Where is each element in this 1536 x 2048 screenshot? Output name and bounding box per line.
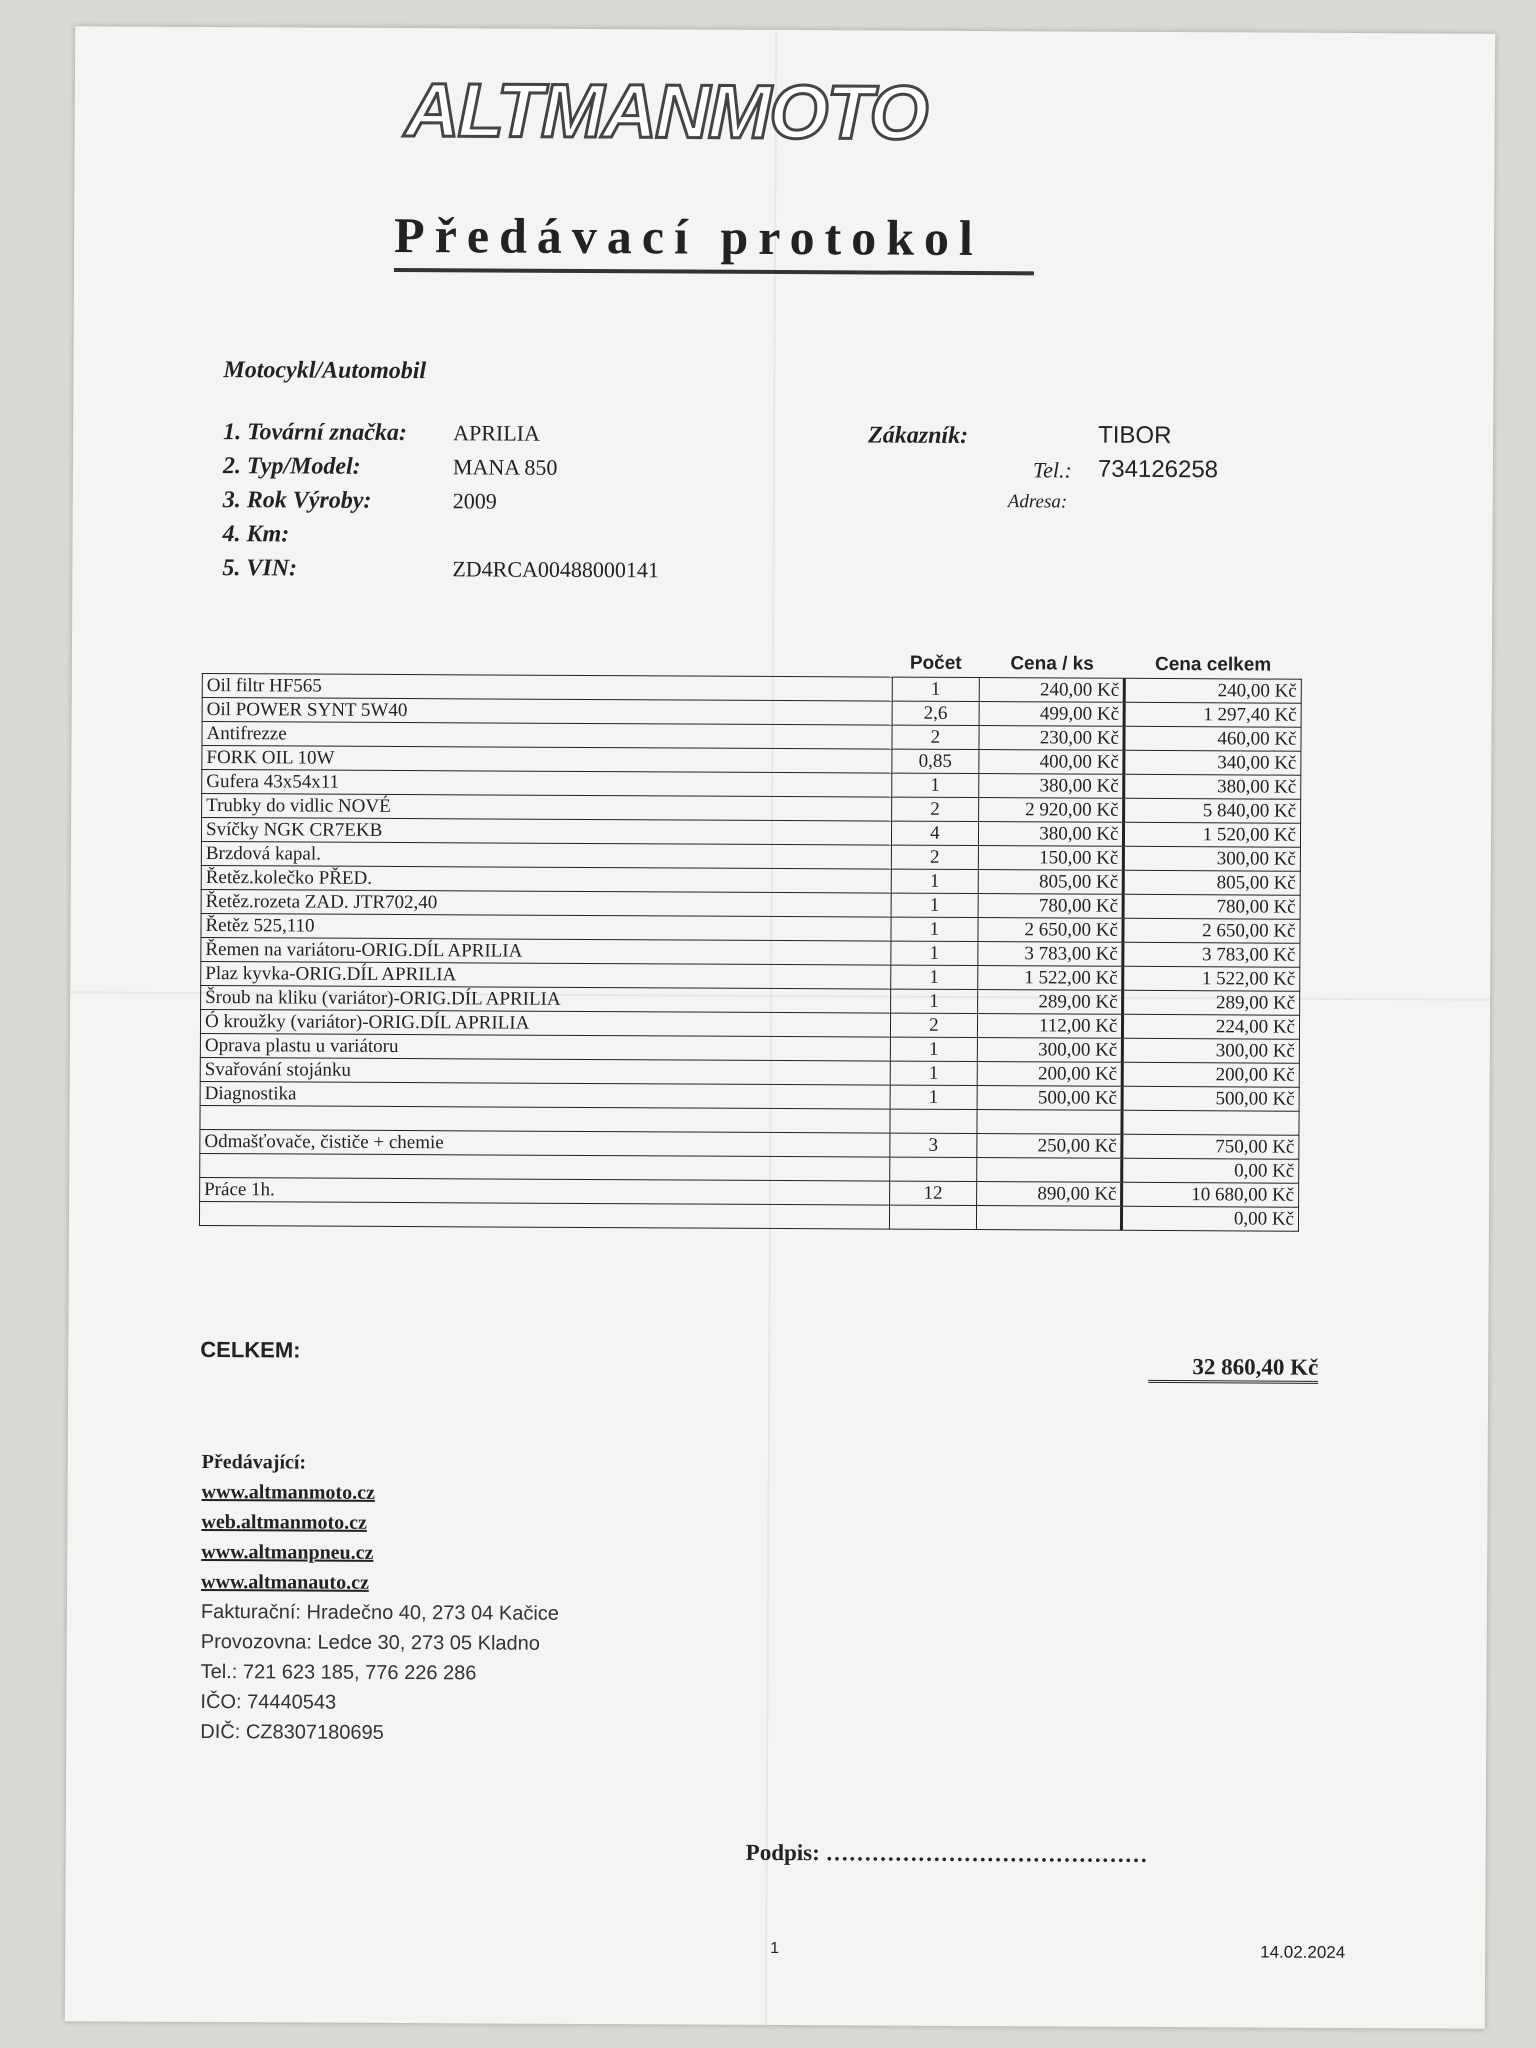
total-label: CELKEM: [200, 1336, 301, 1363]
item-qty-cell: 1 [890, 1061, 977, 1085]
ico-number: IČO: 74440543 [200, 1690, 337, 1714]
item-total-cell: 750,00 Kč [1122, 1134, 1299, 1159]
item-name-cell: Šroub na kliku (variátor)-ORIG.DÍL APRILIA [201, 985, 891, 1013]
header-qty: Počet [909, 652, 962, 674]
item-name-cell [200, 1153, 890, 1181]
header-total: Cena celkem [1154, 653, 1272, 676]
item-qty-cell: 2 [890, 1013, 977, 1037]
item-total-cell: 500,00 Kč [1122, 1086, 1299, 1111]
logo-text: ALTMANMOTO [404, 68, 927, 156]
document-title: Předávací protokol [394, 206, 1034, 275]
item-price-cell: 805,00 Kč [978, 870, 1124, 895]
item-name-cell: Odmašťovače, čističe + chemie [200, 1129, 890, 1157]
item-price-cell: 780,00 Kč [978, 894, 1124, 919]
item-price-cell: 499,00 Kč [979, 702, 1125, 727]
item-qty-cell: 1 [890, 1085, 977, 1109]
item-name-cell: Oil filtr HF565 [202, 673, 892, 701]
item-total-cell: 10 680,00 Kč [1122, 1182, 1299, 1207]
item-name-cell: Brzdová kapal. [201, 841, 891, 869]
table-row [199, 1201, 1298, 1231]
item-qty-cell: 1 [891, 941, 978, 965]
item-name-cell: Trubky do vidlic NOVÉ [202, 793, 892, 821]
tel-label: Tel.: [1032, 457, 1072, 483]
item-qty-cell: 1 [890, 965, 977, 989]
item-price-cell: 300,00 Kč [977, 1038, 1123, 1063]
item-name-cell: Svařování stojánku [200, 1057, 890, 1085]
item-price-cell: 2 920,00 Kč [979, 798, 1125, 823]
link-altmanpneu[interactable]: www.altmanpneu.cz [201, 1540, 374, 1564]
item-price-cell: 890,00 Kč [977, 1182, 1123, 1207]
item-total-cell: 340,00 Kč [1124, 750, 1301, 775]
item-total-cell: 300,00 Kč [1123, 1038, 1300, 1063]
item-price-cell: 200,00 Kč [977, 1062, 1123, 1087]
item-total-cell: 1 520,00 Kč [1124, 822, 1301, 847]
item-qty-cell: 1 [891, 893, 978, 917]
item-total-cell: 200,00 Kč [1123, 1062, 1300, 1087]
operation-address: Provozovna: Ledce 30, 273 05 Kladno [200, 1630, 540, 1655]
customer-name: TIBOR [1098, 421, 1172, 450]
item-name-cell [199, 1201, 889, 1229]
page-number: 1 [770, 1939, 780, 1958]
item-name-cell: Oprava plastu u variátoru [200, 1033, 890, 1061]
item-total-cell: 1 522,00 Kč [1123, 966, 1300, 991]
item-total-cell: 805,00 Kč [1124, 870, 1301, 895]
item-price-cell [977, 1158, 1123, 1183]
item-name-cell: Práce 1h. [200, 1177, 890, 1205]
item-price-cell: 230,00 Kč [979, 726, 1125, 751]
item-qty-cell: 1 [890, 989, 977, 1013]
handover-label: Předávající: [201, 1450, 307, 1474]
item-price-cell: 3 783,00 Kč [978, 942, 1124, 967]
item-qty-cell: 1 [891, 917, 978, 941]
item-qty-cell: 1 [890, 1037, 977, 1061]
address-label: Adresa: [1007, 491, 1068, 513]
item-total-cell: 2 650,00 Kč [1123, 918, 1300, 943]
item-qty-cell: 2 [891, 797, 978, 821]
tel-value: 734126258 [1097, 455, 1219, 484]
item-name-cell: Plaz kyvka-ORIG.DÍL APRILIA [201, 961, 891, 989]
item-total-cell: 3 783,00 Kč [1123, 942, 1300, 967]
item-qty-cell: 1 [891, 773, 978, 797]
item-total-cell: 0,00 Kč [1122, 1206, 1299, 1231]
item-price-cell [977, 1110, 1123, 1135]
model-value: MANA 850 [452, 454, 558, 480]
item-name-cell: Řetěz.rozeta ZAD. JTR702,40 [201, 889, 891, 917]
link-altmanauto[interactable]: www.altmanauto.cz [201, 1570, 369, 1594]
total-value: 32 860,40 Kč [1148, 1354, 1318, 1384]
customer-label: Zákazník: [868, 422, 969, 449]
item-qty-cell: 1 [891, 869, 978, 893]
item-name-cell: Oil POWER SYNT 5W40 [202, 697, 892, 725]
item-name-cell: Diagnostika [200, 1081, 890, 1109]
items-table [199, 647, 1302, 1232]
item-total-cell: 380,00 Kč [1124, 774, 1301, 799]
item-price-cell: 380,00 Kč [979, 774, 1125, 799]
item-total-cell: 300,00 Kč [1124, 846, 1301, 871]
item-total-cell: 240,00 Kč [1125, 678, 1302, 703]
item-price-cell: 240,00 Kč [979, 678, 1125, 703]
link-web-altmanmoto[interactable]: web.altmanmoto.cz [201, 1510, 367, 1534]
item-name-cell: Řetěz 525,110 [201, 913, 891, 941]
item-price-cell: 400,00 Kč [979, 750, 1125, 775]
item-price-cell: 500,00 Kč [977, 1086, 1123, 1111]
vehicle-section-title: Motocykl/Automobil [223, 357, 427, 385]
item-price-cell: 250,00 Kč [977, 1134, 1123, 1159]
item-qty-cell: 2,6 [892, 701, 979, 725]
item-total-cell: 5 840,00 Kč [1124, 798, 1301, 823]
item-price-cell [976, 1206, 1122, 1231]
item-name-cell: FORK OIL 10W [202, 745, 892, 773]
year-label: 3. Rok Výroby: [222, 487, 372, 514]
model-label: 2. Typ/Model: [222, 453, 361, 480]
item-total-cell [1122, 1110, 1299, 1135]
document-page [65, 26, 1495, 2028]
item-total-cell: 289,00 Kč [1123, 990, 1300, 1015]
item-name-cell: Řemen na variátoru-ORIG.DÍL APRILIA [201, 937, 891, 965]
km-label: 4. Km: [222, 521, 290, 548]
item-qty-cell [889, 1157, 976, 1181]
item-name-cell [200, 1105, 890, 1133]
vin-label: 5. VIN: [222, 555, 298, 582]
item-price-cell: 380,00 Kč [978, 822, 1124, 847]
header-name [202, 647, 892, 677]
item-total-cell: 1 297,40 Kč [1124, 702, 1301, 727]
signature-line: Podpis: …………………………………… [745, 1839, 1148, 1867]
item-qty-cell: 1 [892, 677, 979, 701]
item-name-cell: Řetěz.kolečko PŘED. [201, 865, 891, 893]
document-date: 14.02.2024 [1260, 1942, 1346, 1962]
vin-value: ZD4RCA00488000141 [452, 556, 660, 583]
year-value: 2009 [452, 488, 497, 514]
item-price-cell: 112,00 Kč [977, 1014, 1123, 1039]
item-qty-cell: 12 [889, 1181, 976, 1205]
item-total-cell: 0,00 Kč [1122, 1158, 1299, 1183]
brand-label: 1. Tovární značka: [223, 419, 407, 447]
link-altmanmoto[interactable]: www.altmanmoto.cz [201, 1480, 375, 1504]
item-price-cell: 2 650,00 Kč [978, 918, 1124, 943]
item-qty-cell: 2 [891, 845, 978, 869]
item-total-cell: 780,00 Kč [1123, 894, 1300, 919]
item-price-cell: 289,00 Kč [978, 990, 1124, 1015]
billing-address: Fakturační: Hradečno 40, 273 04 Kačice [200, 1600, 559, 1625]
phone-numbers: Tel.: 721 623 185, 776 226 286 [200, 1660, 477, 1685]
item-name-cell: Gufera 43x54x11 [202, 769, 892, 797]
item-qty-cell [890, 1109, 977, 1133]
item-qty-cell: 2 [892, 725, 979, 749]
header-price: Cena / ks [1010, 653, 1094, 675]
item-price-cell: 1 522,00 Kč [978, 966, 1124, 991]
dic-number: DIČ: CZ8307180695 [200, 1720, 384, 1744]
item-name-cell: Svíčky NGK CR7EKB [201, 817, 891, 845]
item-total-cell: 224,00 Kč [1123, 1014, 1300, 1039]
company-logo [404, 68, 1165, 156]
brand-value: APRILIA [453, 420, 540, 446]
item-qty-cell: 0,85 [892, 749, 979, 773]
item-qty-cell: 3 [890, 1133, 977, 1157]
footer [200, 1447, 560, 1749]
item-name-cell: Antifrezze [202, 721, 892, 749]
item-price-cell: 150,00 Kč [978, 846, 1124, 871]
item-name-cell: Ó kroužky (variátor)-ORIG.DÍL APRILIA [200, 1009, 890, 1037]
item-qty-cell: 4 [891, 821, 978, 845]
item-qty-cell [889, 1205, 976, 1229]
item-total-cell: 460,00 Kč [1124, 726, 1301, 751]
